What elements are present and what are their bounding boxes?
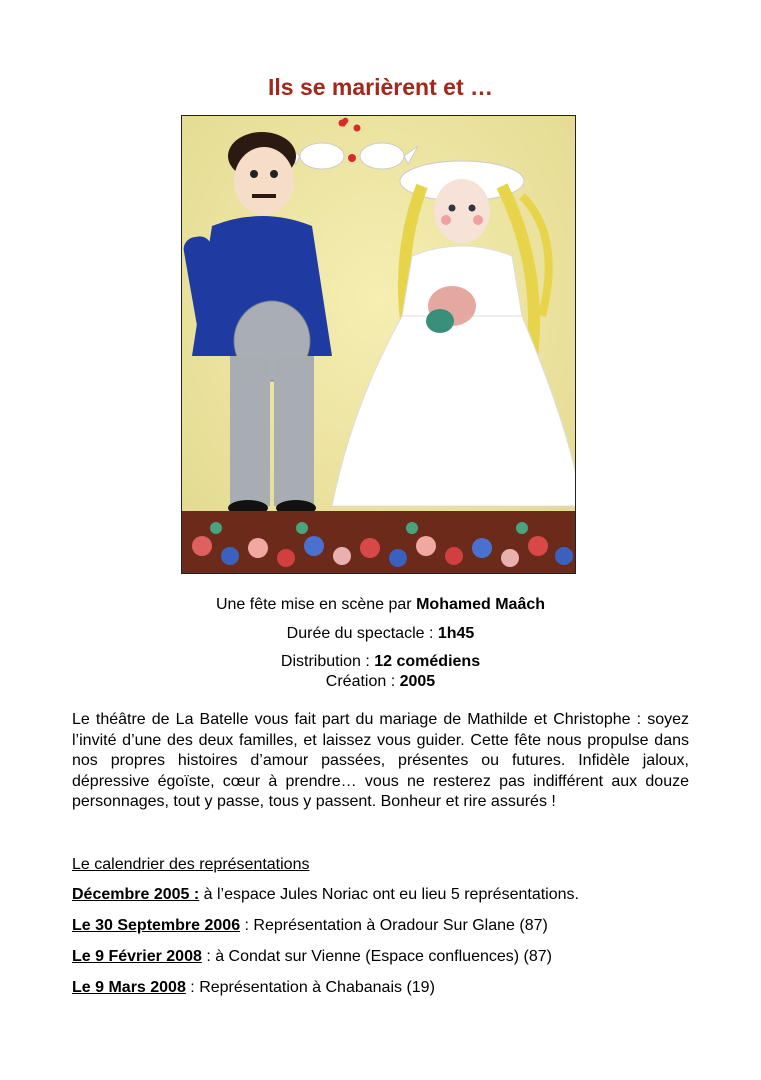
calendar-event [72, 917, 548, 935]
event-text: : Représentation à Chabanais (19) [185, 979, 435, 996]
event-text: : à Condat sur Vienne (Espace confluences) (87) [201, 948, 552, 965]
direction-label: Une fête mise en scène par [215, 596, 412, 613]
creation-value: 2005 [399, 673, 436, 690]
event-date: Décembre 2005 : [72, 886, 200, 903]
page-title: Ils se marièrent et … [268, 74, 493, 100]
event-text: à l’espace Jules Noriac ont eu lieu 5 représentations. [199, 886, 579, 903]
creation-label: Création : [325, 673, 396, 690]
cast-value: 12 comédiens [374, 653, 481, 670]
calendar-event [72, 948, 552, 966]
director-name: Mohamed Maâch [416, 596, 546, 613]
flower-border [182, 511, 575, 573]
credits-direction [0, 596, 761, 614]
event-date: Le 30 Septembre 2006 [72, 917, 241, 934]
calendar-title: Le calendrier des représentations [72, 856, 310, 873]
credits-creation [0, 673, 761, 691]
event-text: : Représentation à Oradour Sur Glane (87) [240, 917, 548, 934]
calendar-event [72, 979, 435, 997]
credits-duration [0, 625, 761, 643]
credits-cast [0, 653, 761, 671]
duration-value: 1h45 [437, 625, 475, 642]
wedding-figurine-image [181, 115, 576, 574]
event-date: Le 9 Février 2008 [72, 948, 202, 965]
cast-label: Distribution : [280, 653, 370, 670]
description-paragraph: Le théâtre de La Batelle vous fait part du mariage de Mathilde et Christophe : soyez l’invité d’une des deux familles, et laissez vous guider. Cette fête nous propulse dans nos propres histoires d’amour passées, présentes ou futures. Infidèle jaloux, dépressive égoïste, cœur à prendre… vous ne resterez pas indifférent aux douze personnages, tout y passe, tous y passent. Bonheur et rire assurés ! [72, 711, 689, 810]
calendar-event [72, 886, 579, 904]
duration-label: Durée du spectacle : [286, 625, 434, 642]
event-date: Le 9 Mars 2008 [72, 979, 186, 996]
